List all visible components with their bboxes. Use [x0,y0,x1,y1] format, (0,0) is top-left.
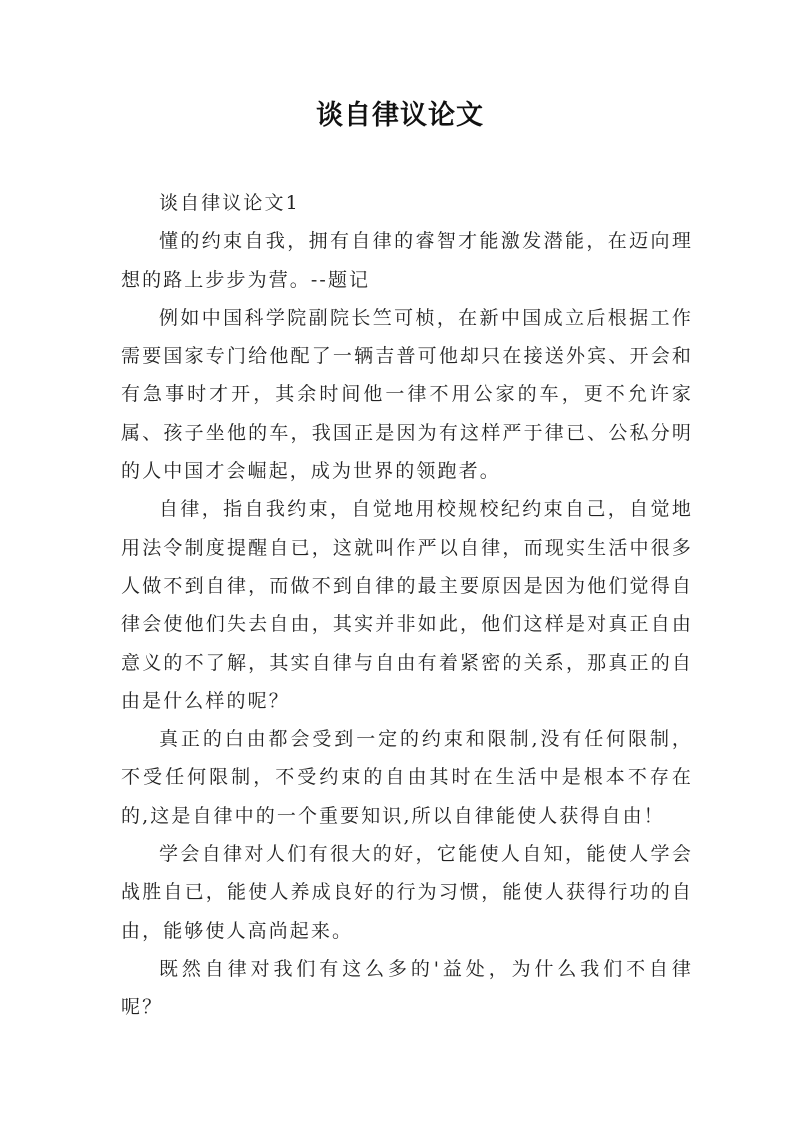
paragraph-question: 既然自律对我们有这么多的'益处，为什么我们不自律呢？ [121,957,693,1019]
document-body [121,184,693,1027]
paragraph-heading: 谈自律议论文1 [159,192,300,214]
paragraph-epigraph: 懂的约束自我，拥有自律的睿智才能激发潜能，在迈向理想的路上步步为营。--题记 [121,230,693,291]
paragraph-benefits: 学会自律对人们有很大的好，它能使人自知，能使人学会战胜自已，能使人养成良好的行为习惯，能使人获得行功的自由，能够使人高尚起来。 [121,843,693,942]
paragraph-definition: 自律，指自我约束，自觉地用校规校纪约束自己，自觉地用法令制度提醒自已，这就叫作严以自律，而现实生活中很多人做不到自律，而做不到自律的最主要原因是因为他们觉得自律会使他们失去自由，其实并非如此，他们这样是对真正自由意义的不了解，其实自律与自由有着紧密的关系，那真正的自由是什么样的呢？ [121,498,693,712]
document-title: 谈自律议论文 [316,100,484,131]
paragraph-example: 例如中国科学院副院长竺可桢，在新中国成立后根据工作需要国家专门给他配了一辆吉普可他却只在接送外宾、开会和有急事时才开，其余时间他一律不用公家的车，更不允许家属、孩子坐他的车，我国正是因为有这样严于律已、公私分明的人中国才会崛起，成为世界的领跑者。 [121,306,693,483]
paragraph-freedom: 真正的白由都会受到一定的约束和限制,没有任何限制，不受任何限制，不受约束的自由其时在生活中是根本不存在的,这是自律中的一个重要知识,所以自律能使人获得自由！ [121,728,693,827]
